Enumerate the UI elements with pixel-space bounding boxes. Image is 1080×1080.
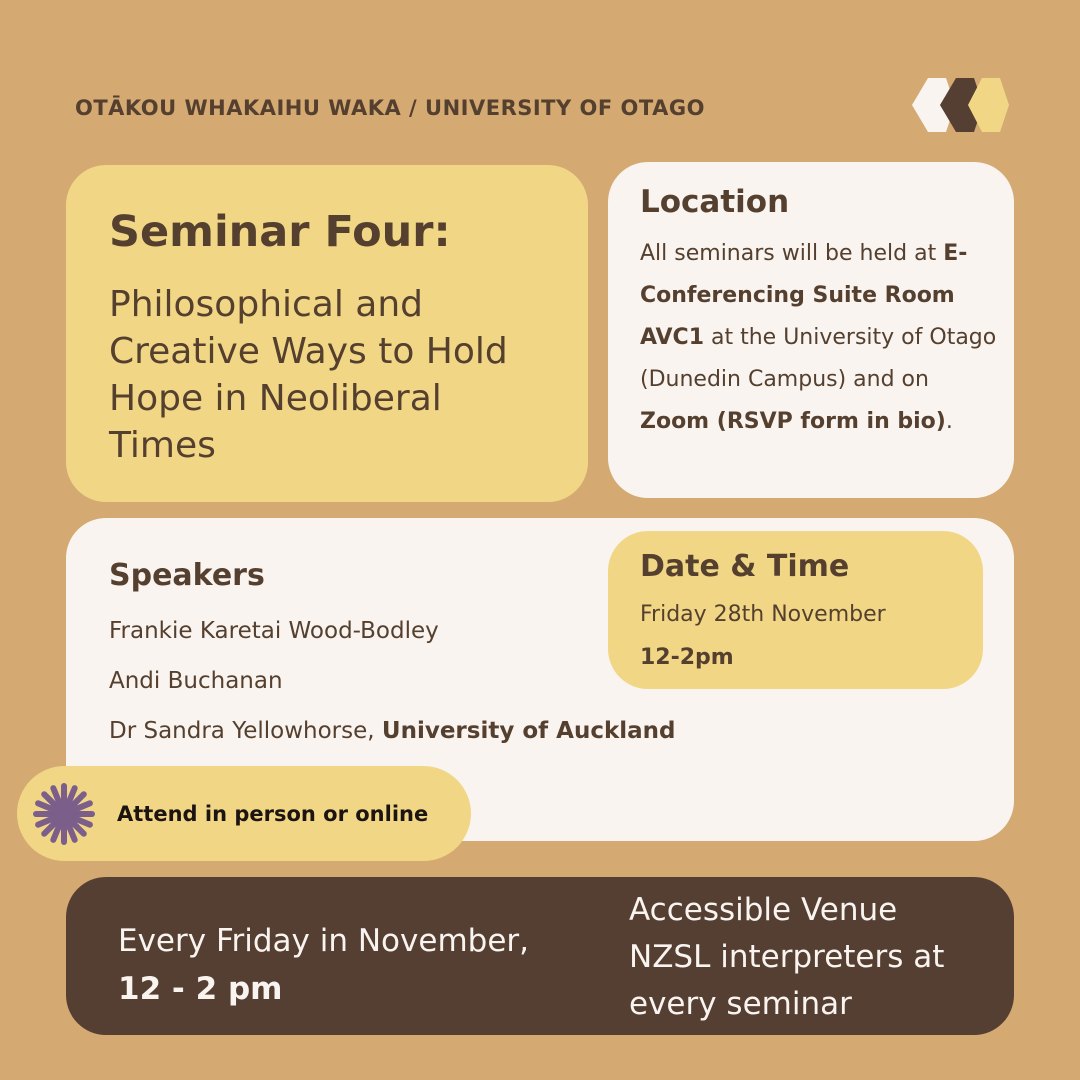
schedule-prefix: Every Friday in November, xyxy=(118,923,529,959)
hexagon-logo-icon xyxy=(910,76,1010,134)
speaker-item: Andi Buchanan xyxy=(109,668,283,694)
seminar-subtitle: Philosophical and Creative Ways to Hold Hope in Neoliberal Times xyxy=(109,284,508,466)
location-card xyxy=(608,162,1014,498)
speakers-title: Speakers xyxy=(109,558,265,593)
seminar-title: Seminar Four: xyxy=(109,207,451,257)
date-time-card xyxy=(608,531,983,689)
institution-header: OTĀKOU WHAKAIHU WAKA / UNIVERSITY OF OTAGO xyxy=(75,96,705,120)
attend-badge xyxy=(17,766,471,861)
location-end: . xyxy=(945,409,953,434)
location-title: Location xyxy=(640,184,790,220)
schedule-time: 12 - 2 pm xyxy=(118,971,283,1007)
nzsl-interpreters: NZSL interpreters at every seminar xyxy=(629,939,945,1022)
accessibility-info xyxy=(629,887,999,1028)
date-time-title: Date & Time xyxy=(640,549,850,584)
accessible-venue: Accessible Venue xyxy=(629,892,898,928)
attend-label: Attend in person or online xyxy=(117,802,429,826)
asterisk-flower-icon xyxy=(33,783,95,845)
zoom-info: Zoom (RSVP form in bio) xyxy=(640,409,946,434)
location-description xyxy=(640,233,1000,443)
speaker-item xyxy=(109,718,676,744)
location-intro: All seminars will be held at xyxy=(640,241,944,266)
date-day: Friday 28th November xyxy=(640,602,886,627)
seminar-card xyxy=(66,165,588,502)
speaker-affiliation: University of Auckland xyxy=(381,718,676,744)
speaker-name: Dr Sandra Yellowhorse, xyxy=(109,718,382,744)
footer-banner xyxy=(66,877,1014,1035)
venue-name: E-Conferencing Suite Room AVC1 xyxy=(640,241,968,350)
speaker-item: Frankie Karetai Wood-Bodley xyxy=(109,618,439,644)
date-time-value: 12-2pm xyxy=(640,645,734,670)
schedule-text xyxy=(118,917,558,1013)
location-mid: at the University of Otago (Dunedin Campus) and on xyxy=(640,325,997,392)
